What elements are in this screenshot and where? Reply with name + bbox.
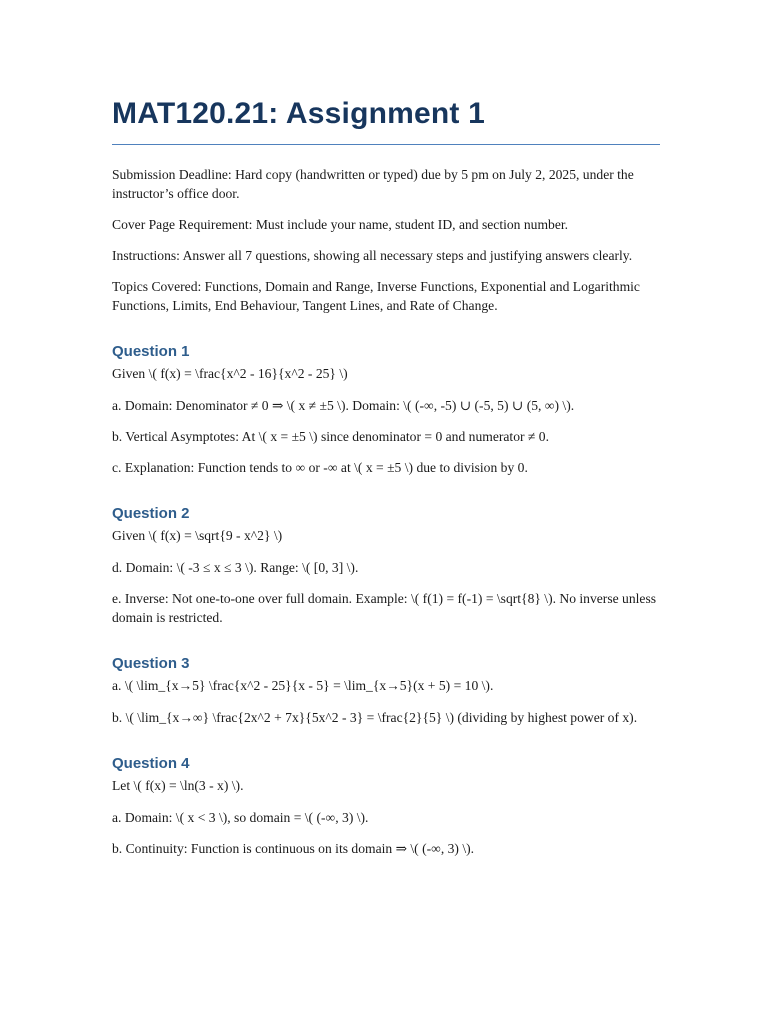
question-1-given: Given \( f(x) = \frac{x^2 - 16}{x^2 - 25} \) bbox=[112, 366, 348, 381]
topics-covered: Topics Covered: Functions, Domain and Range, Inverse Functions, Exponential and Logarithmic Functions, Limits, End Behaviour, Tangent Lines, and Rate of Change. bbox=[112, 279, 640, 313]
instructions: Instructions: Answer all 7 questions, showing all necessary steps and justifying answers clearly. bbox=[112, 248, 633, 263]
question-3-part-b: b. \( \lim_{x→∞} \frac{2x^2 + 7x}{5x^2 - 3} = \frac{2}{5} \) (dividing by highest power of x). bbox=[112, 710, 638, 725]
question-4-part-a: a. Domain: \( x < 3 \), so domain = \( (-∞, 3) \). bbox=[112, 810, 369, 825]
question-1-heading: Question 1 bbox=[112, 343, 190, 360]
question-1-part-a: a. Domain: Denominator ≠ 0 ⇒ \( x ≠ ±5 \). Domain: \( (-∞, -5) ∪ (-5, 5) ∪ (5, ∞) \). bbox=[112, 398, 575, 413]
submission-deadline: Submission Deadline: Hard copy (handwritten or typed) due by 5 pm on July 2, 2025, under the instructor’s office door. bbox=[112, 167, 634, 201]
document-content bbox=[112, 92, 660, 870]
cover-page-requirement: Cover Page Requirement: Must include your name, student ID, and section number. bbox=[112, 217, 569, 232]
question-2-part-e: e. Inverse: Not one-to-one over full domain. Example: \( f(1) = f(-1) = \sqrt{8} \). No inverse unless domain is restricted. bbox=[112, 591, 657, 625]
question-2-given: Given \( f(x) = \sqrt{9 - x^2} \) bbox=[112, 528, 283, 543]
question-2-part-d: d. Domain: \( -3 ≤ x ≤ 3 \). Range: \( [0, 3] \). bbox=[112, 560, 359, 575]
question-1-part-c: c. Explanation: Function tends to ∞ or -∞ at \( x = ±5 \) due to division by 0. bbox=[112, 460, 528, 475]
question-4-heading: Question 4 bbox=[112, 755, 190, 772]
question-4-part-b: b. Continuity: Function is continuous on its domain ⇒ \( (-∞, 3) \). bbox=[112, 841, 475, 856]
question-1-part-b: b. Vertical Asymptotes: At \( x = ±5 \) since denominator = 0 and numerator ≠ 0. bbox=[112, 429, 549, 444]
question-3-heading: Question 3 bbox=[112, 655, 190, 672]
question-4-given: Let \( f(x) = \ln(3 - x) \). bbox=[112, 778, 244, 793]
question-3-part-a: a. \( \lim_{x→5} \frac{x^2 - 25}{x - 5} = \lim_{x→5}(x + 5) = 10 \). bbox=[112, 678, 494, 693]
page-title: MAT120.21: Assignment 1 bbox=[112, 92, 660, 145]
question-2-heading: Question 2 bbox=[112, 505, 190, 522]
